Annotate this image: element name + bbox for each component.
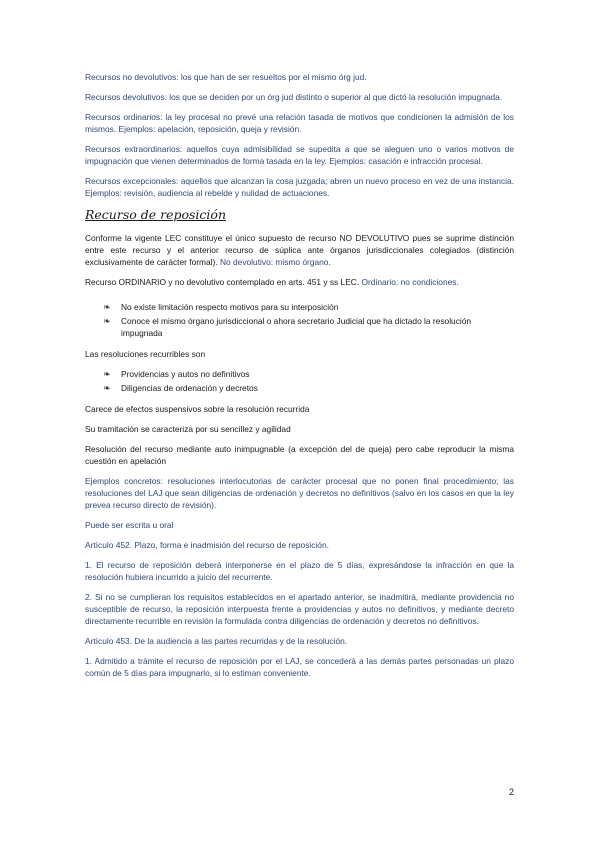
- list-item: [85, 301, 514, 313]
- term-definition: : los que se deciden por un órg jud distinto o superior al que dictó la resolución impugnada.: [164, 92, 503, 102]
- term-definition: : la ley procesal no prevé una relación tasada de motivos que condicionen la admisión de los mismos. Ejemplos: apelación, reposición, queja y revisión.: [85, 112, 514, 134]
- term-label: Recursos devolutivos: [85, 92, 165, 102]
- term-definition: : aquellos cuya admisibilidad se supedita a que se aleguen uno o varios motivos de impugnación que vienen determinados de forma tasada en la ley. Ejemplos: casación e infracción procesal.: [85, 144, 514, 166]
- list-item-text: Diligencias de ordenación y decretos: [121, 383, 258, 393]
- bullet-icon: ❧: [103, 383, 111, 393]
- bullet-list-resoluciones: [85, 368, 514, 394]
- article-452-title: Artículo 452. Plazo, forma e inadmisión del recurso de reposición.: [85, 540, 329, 550]
- paragraph-ordinarios: [85, 111, 514, 135]
- term-definition: : aquellos que alcanzan la cosa juzgada; abren un nuevo proceso en vez de una instancia. Ejemplos: revisión, audiencia al rebelde y nulidad de actuaciones.: [85, 176, 514, 198]
- list-item-text: Conoce el mismo órgano jurisdiccional o ahora secretario Judicial que ha dictado la resolución impugnada: [121, 316, 472, 338]
- intro-text: Conforme la vigente LEC constituye el único supuesto de recurso NO DEVOLUTIVO pues se suprime distinción entre este recurso y el anterior recurso de súplica ante órganos jurisdiccionales colegiados (distinción exclusivamente de carácter formal).: [85, 233, 514, 267]
- term-label: Recursos ordinarios: [85, 112, 161, 122]
- paragraph-excepcionales: [85, 175, 514, 199]
- article-452-paragraph-1: 1. El recurso de reposición deberá interponerse en el plazo de 5 días, expresándose la infracción en que la resolución hubiera incurrido a juicio del recurrente.: [85, 560, 514, 582]
- article-452-paragraph-2: 2. Si no se cumplieran los requisitos establecidos en el apartado anterior, se inadmitirá, mediante providencia no susceptible de recurso, la reposición interpuesta frente a providencias y autos no definitivos, y mediante decreto directamente recurrible en revisión la formulada contra diligencias de ordenación y decretos no definitivos.: [85, 592, 514, 626]
- term-label: Recursos no devolutivos: [85, 72, 177, 82]
- list-item: [85, 382, 514, 394]
- ejemplos-paragraph: Ejemplos concretos: resoluciones interlocutorias de carácter procesal que no ponen final procedimiento; las resoluciones del LAJ que sean diligencias de ordenación y decretos no definitivos (salvo en los casos en que la ley prevea recurso directo de revisión).: [85, 476, 514, 510]
- ordinario-paragraph: [85, 276, 514, 288]
- ordinario-highlight: Ordinario: no condiciones.: [359, 277, 459, 287]
- article-453-paragraph-1: 1. Admitido a trámite el recurso de reposición por el LAJ, se concederá a las demás partes personadas un plazo común de 5 días para impugnarlo, si lo estiman conveniente.: [85, 656, 514, 678]
- bullet-list-features: [85, 301, 514, 339]
- bullet-icon: ❧: [103, 369, 111, 379]
- paragraph-no-devolutivos: [85, 71, 514, 83]
- term-label: Recursos extraordinarios: [85, 144, 180, 154]
- paragraph-extraordinarios: [85, 143, 514, 167]
- list-item-text: No existe limitación respecto motivos para su interposición: [121, 302, 339, 312]
- oral-paragraph: Puede ser escrita u oral: [85, 520, 174, 530]
- resolucion-paragraph: Resolución del recurso mediante auto inimpugnable (a excepción del de queja) pero cabe reproducir la misma cuestión en apelación: [85, 444, 514, 466]
- term-definition: : los que han de ser resueltos por el mismo órg jud.: [176, 72, 367, 82]
- bullet-icon: ❧: [103, 316, 111, 326]
- ordinario-text: Recurso ORDINARIO y no devolutivo contemplado en arts. 451 y ss LEC.: [85, 277, 360, 287]
- term-label: Recursos excepcionales: [85, 176, 176, 186]
- resoluciones-title: Las resoluciones recurribles son: [85, 349, 206, 359]
- bullet-icon: ❧: [103, 302, 111, 312]
- page-content: [85, 71, 514, 679]
- page-number: 2: [508, 787, 514, 797]
- intro-highlight: No devolutivo: mismo órgano.: [217, 257, 331, 267]
- tramitacion-paragraph: Su tramitación se caracteriza por su sencillez y agilidad: [85, 424, 291, 434]
- article-453-title: Artículo 453. De la audiencia a las partes recurridas y de la resolución.: [85, 636, 348, 646]
- efectos-paragraph: Carece de efectos suspensivos sobre la resolución recurrida: [85, 404, 310, 414]
- intro-paragraph: [85, 232, 514, 268]
- paragraph-devolutivos: [85, 91, 514, 103]
- section-heading: Recurso de reposición: [85, 207, 227, 222]
- list-item: [85, 368, 514, 380]
- list-item-text: Providencias y autos no definitivos: [121, 369, 250, 379]
- list-item: [85, 315, 514, 339]
